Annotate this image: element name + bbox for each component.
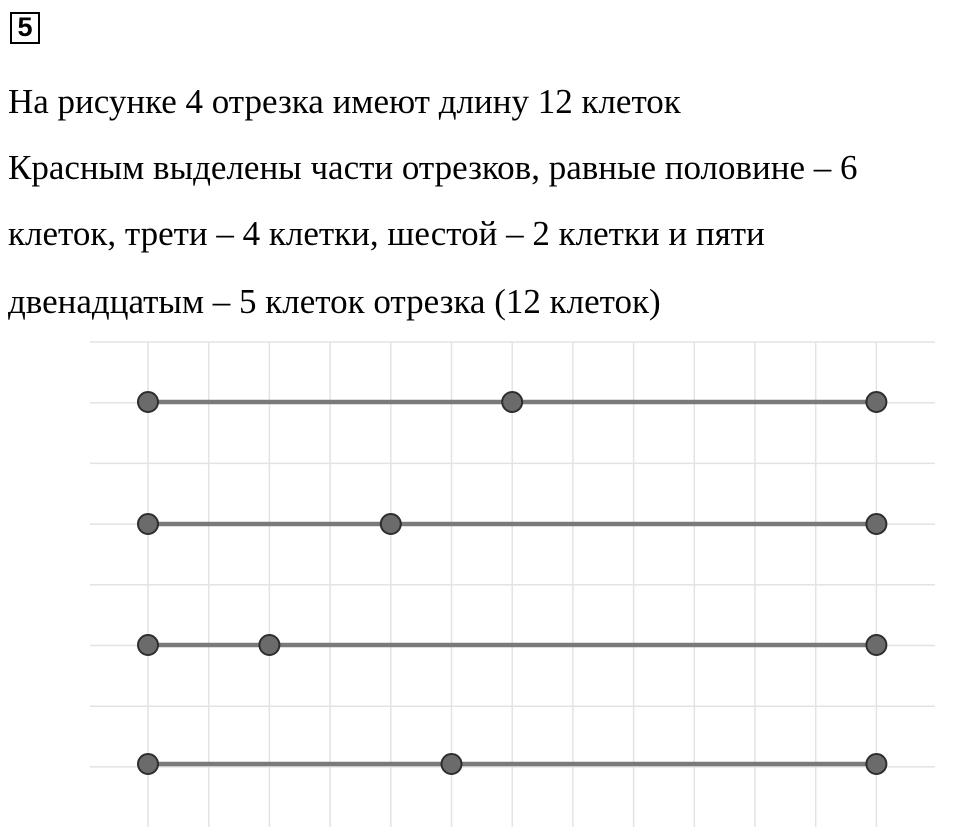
segment-start-point-2: [138, 514, 158, 534]
segment-end-point-2: [866, 514, 886, 534]
segment-mark-point-2: [381, 514, 401, 534]
segment-end-point-4: [866, 754, 886, 774]
segment-start-point-1: [138, 392, 158, 412]
text-line-1: На рисунке 4 отрезка имеют длину 12 клеток: [8, 82, 681, 121]
segment-start-point-4: [138, 754, 158, 774]
segment-start-point-3: [138, 635, 158, 655]
segment-end-point-1: [866, 392, 886, 412]
grid: [90, 342, 935, 827]
text-line-3: клеток, трети – 4 клетки, шестой – 2 клетки и пяти: [8, 214, 765, 253]
text-line-4: двенадцатым – 5 клеток отрезка (12 клеток): [8, 282, 661, 321]
segment-mark-point-3: [259, 635, 279, 655]
segment-mark-point-4: [442, 754, 462, 774]
task-number-box: 5: [10, 12, 40, 44]
text-line-2: Красным выделены части отрезков, равные половине – 6: [8, 148, 858, 187]
segment-mark-point-1: [502, 392, 522, 412]
segment-end-point-3: [866, 635, 886, 655]
